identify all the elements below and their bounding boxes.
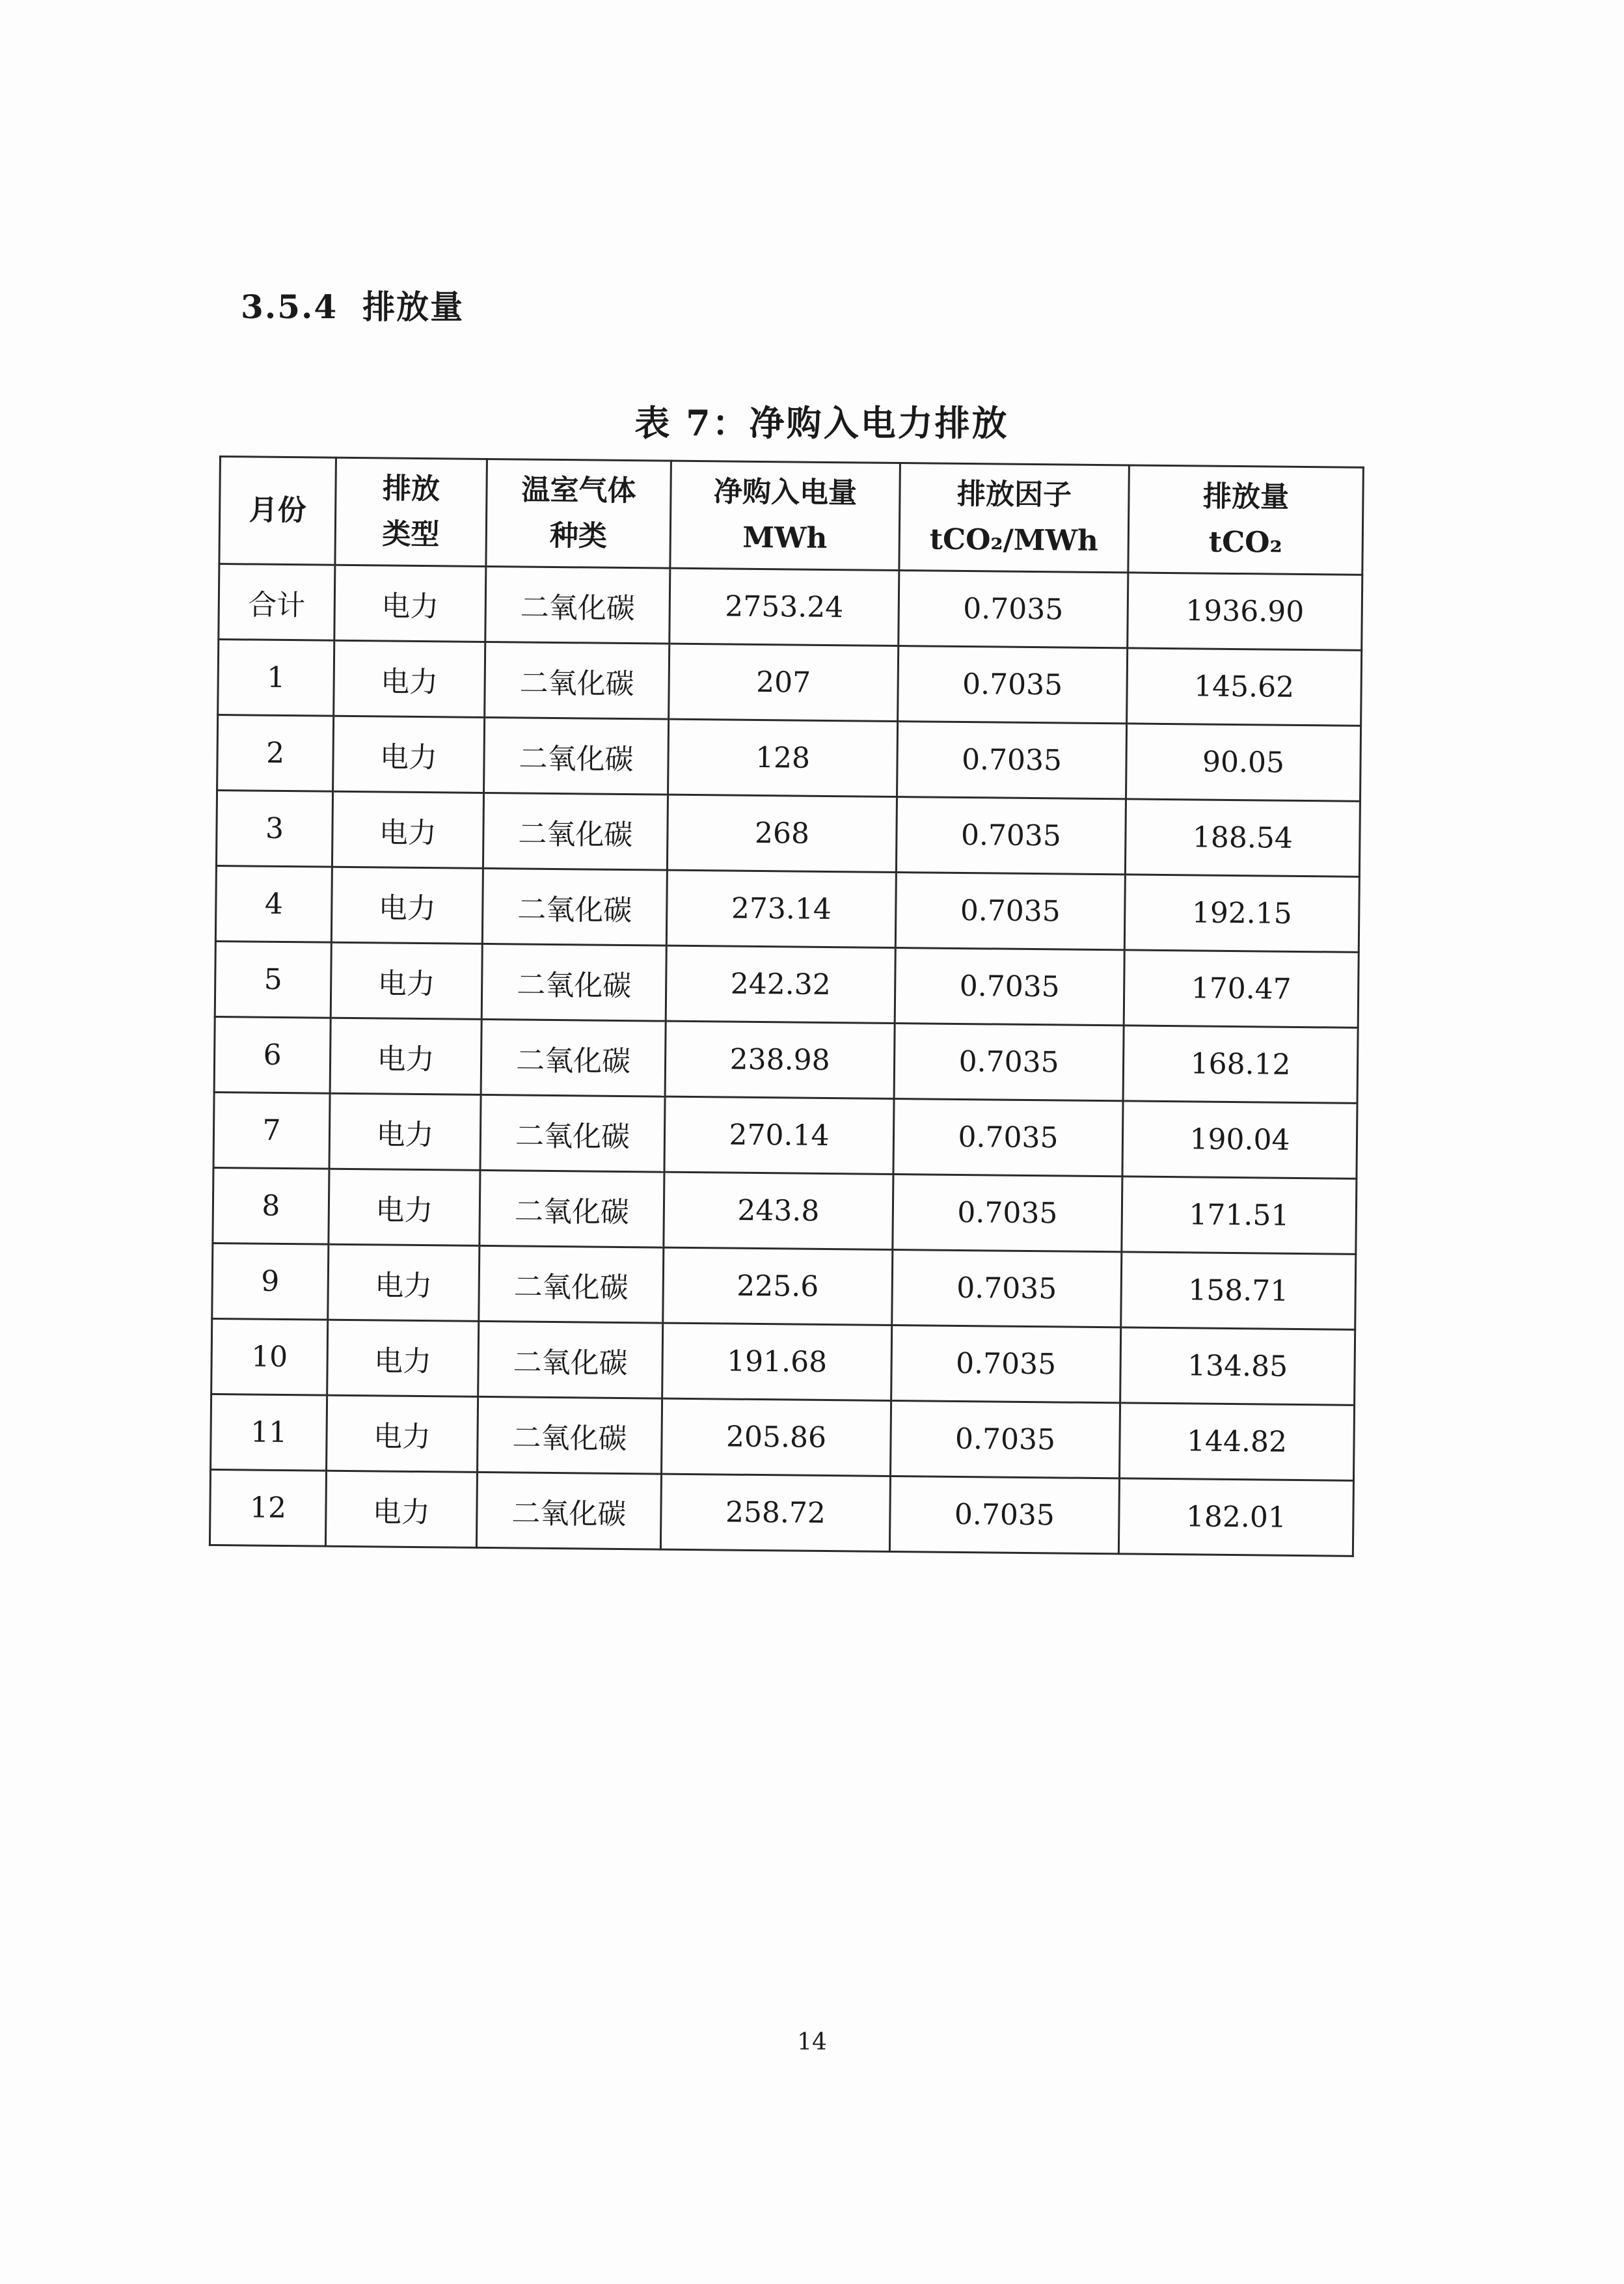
table-cell: 电力 <box>332 791 483 868</box>
table-cell: 171.51 <box>1122 1176 1357 1254</box>
table-cell: 225.6 <box>663 1247 893 1325</box>
table-cell: 电力 <box>334 565 486 642</box>
table-cell: 二氧化碳 <box>480 1170 664 1247</box>
page-number: 14 <box>797 2029 827 2056</box>
table-cell: 二氧化碳 <box>476 1472 661 1549</box>
table-cell: 8 <box>213 1167 329 1244</box>
table-cell: 182.01 <box>1118 1478 1353 1556</box>
table-cell: 4 <box>215 865 332 942</box>
table-cell: 0.7035 <box>889 1476 1119 1553</box>
header-cell-month <box>219 457 336 565</box>
table-row <box>211 1394 1355 1480</box>
table-cell: 145.62 <box>1127 648 1362 726</box>
table-cell: 270.14 <box>664 1096 894 1174</box>
table-cell: 144.82 <box>1119 1403 1354 1480</box>
table-cell: 二氧化碳 <box>483 793 668 870</box>
table-cell: 188.54 <box>1125 799 1360 877</box>
table-cell: 二氧化碳 <box>484 717 669 795</box>
table-cell: 190.04 <box>1122 1101 1357 1178</box>
table-row <box>212 1243 1356 1329</box>
header-cell-net-purchased-electricity <box>670 461 900 570</box>
table-row <box>218 640 1362 726</box>
table-row <box>211 1318 1355 1405</box>
table-row <box>213 1092 1357 1178</box>
table-cell: 0.7035 <box>891 1325 1121 1402</box>
header-cell-ghg-type <box>486 459 671 568</box>
table-header <box>219 457 1364 575</box>
table-cell: 电力 <box>331 942 482 1019</box>
table-cell: 0.7035 <box>896 797 1126 875</box>
header-text: tCO₂ <box>1208 525 1283 560</box>
table-row <box>216 790 1360 877</box>
table-cell: 128 <box>668 719 898 796</box>
table-cell: 0.7035 <box>894 1024 1124 1101</box>
table-caption: 表 7：净购入电力排放 <box>634 402 1009 444</box>
header-text: 类型 <box>382 517 440 552</box>
emissions-table <box>209 455 1364 1557</box>
table-cell: 2753.24 <box>670 568 899 646</box>
table-cell: 电力 <box>334 640 485 717</box>
table-cell: 二氧化碳 <box>479 1245 664 1323</box>
table-row <box>217 714 1361 801</box>
table-cell: 0.7035 <box>897 722 1127 799</box>
table-cell: 170.47 <box>1124 950 1359 1027</box>
header-text: 排放因子 <box>956 477 1072 512</box>
table-cell: 1 <box>218 640 334 716</box>
table-cell: 0.7035 <box>898 646 1128 724</box>
table-row <box>210 1469 1353 1556</box>
header-text: 排放量 <box>1202 480 1290 514</box>
table-cell: 5 <box>215 941 331 1018</box>
table-cell: 11 <box>211 1394 327 1471</box>
table-cell: 191.68 <box>662 1323 892 1400</box>
table-cell: 192.15 <box>1124 875 1359 952</box>
table-cell: 0.7035 <box>899 571 1128 648</box>
header-cell-emission-factor <box>899 463 1130 573</box>
table-cell: 0.7035 <box>890 1400 1120 1478</box>
header-text: 温室气体 <box>521 473 636 508</box>
header-text: MWh <box>742 521 828 555</box>
table-cell: 二氧化碳 <box>485 566 670 644</box>
table-cell: 158.71 <box>1121 1252 1356 1329</box>
table-cell: 二氧化碳 <box>485 642 670 719</box>
table-cell: 90.05 <box>1126 724 1360 801</box>
table-cell: 273.14 <box>666 870 896 947</box>
table-cell: 6 <box>214 1016 331 1093</box>
table-cell: 电力 <box>330 1018 481 1094</box>
table-cell: 7 <box>213 1092 330 1169</box>
table-cell: 12 <box>210 1469 326 1546</box>
table-cell: 2 <box>217 714 334 791</box>
section-heading <box>241 281 464 328</box>
header-text: 排放 <box>382 472 440 506</box>
table-cell: 二氧化碳 <box>482 868 667 945</box>
table-cell: 3 <box>216 790 332 867</box>
table-cell: 合计 <box>219 564 335 641</box>
table-cell: 二氧化碳 <box>480 1094 665 1172</box>
header-cell-emissions <box>1128 465 1364 575</box>
table-cell: 电力 <box>329 1093 481 1170</box>
header-text: tCO₂/MWh <box>929 523 1099 558</box>
table-cell: 268 <box>667 795 897 872</box>
table-cell: 10 <box>211 1318 328 1395</box>
header-text: 月份 <box>249 493 306 528</box>
table-cell: 9 <box>212 1243 329 1320</box>
header-cell-emission-type <box>335 457 487 566</box>
table-cell: 电力 <box>325 1471 477 1547</box>
table-cell: 0.7035 <box>893 1099 1123 1176</box>
table-row <box>215 865 1359 952</box>
table-cell: 0.7035 <box>893 1174 1122 1251</box>
table-cell: 二氧化碳 <box>478 1321 663 1398</box>
table-cell: 电力 <box>331 867 483 944</box>
table-cell: 258.72 <box>660 1474 890 1551</box>
table-cell: 0.7035 <box>892 1249 1122 1327</box>
table-row <box>214 1016 1358 1103</box>
table-cell: 238.98 <box>665 1021 895 1098</box>
table-cell: 1936.90 <box>1128 573 1362 650</box>
table-row <box>219 564 1362 651</box>
table-cell: 0.7035 <box>895 873 1125 950</box>
table-cell: 二氧化碳 <box>481 1019 666 1096</box>
table-cell: 243.8 <box>664 1172 893 1249</box>
table-cell: 二氧化碳 <box>478 1396 662 1474</box>
table-cell: 电力 <box>327 1320 479 1396</box>
table-cell: 电力 <box>328 1244 480 1321</box>
table-cell: 0.7035 <box>895 948 1124 1026</box>
table-cell: 242.32 <box>666 945 895 1023</box>
header-text: 种类 <box>549 519 608 553</box>
table-row <box>213 1167 1357 1254</box>
table-cell: 电力 <box>329 1169 480 1245</box>
table-cell: 134.85 <box>1120 1327 1355 1405</box>
section-number: 3.5.4 <box>241 288 338 326</box>
table-cell: 二氧化碳 <box>481 944 666 1021</box>
table-cell: 电力 <box>327 1395 478 1472</box>
header-text: 净购入电量 <box>713 475 858 510</box>
table-cell: 电力 <box>333 716 485 793</box>
table-cell: 205.86 <box>662 1398 891 1476</box>
table-cell: 168.12 <box>1123 1026 1358 1103</box>
emissions-table-wrapper <box>209 455 1362 1557</box>
table-cell: 207 <box>669 644 899 721</box>
section-title: 排放量 <box>362 288 465 326</box>
table-row <box>215 941 1359 1027</box>
table-body <box>210 564 1362 1557</box>
header-row <box>219 457 1364 575</box>
